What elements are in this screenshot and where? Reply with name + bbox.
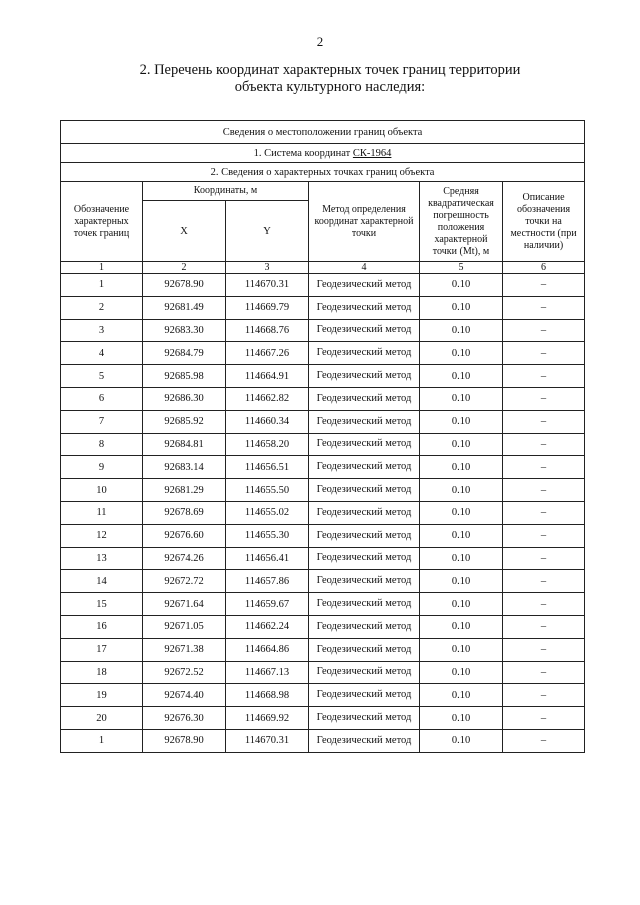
error-cell: 0.10: [420, 547, 503, 570]
table-row: [61, 410, 585, 433]
description-cell: –: [503, 410, 585, 433]
description-cell: –: [503, 593, 585, 616]
method-cell: Геодезический метод: [309, 479, 420, 502]
x-coordinate-cell: 92683.14: [143, 456, 226, 479]
method-cell: Геодезический метод: [309, 661, 420, 684]
description-cell: –: [503, 433, 585, 456]
header-x: X: [143, 201, 226, 262]
method-cell: Геодезический метод: [309, 729, 420, 752]
y-coordinate-cell: 114668.76: [226, 319, 309, 342]
point-cell: 3: [61, 319, 143, 342]
error-cell: 0.10: [420, 570, 503, 593]
table-row: [61, 342, 585, 365]
error-cell: 0.10: [420, 456, 503, 479]
table-row: [61, 501, 585, 524]
table-row: [61, 593, 585, 616]
y-coordinate-cell: 114664.91: [226, 365, 309, 388]
y-coordinate-cell: 114662.24: [226, 615, 309, 638]
y-coordinate-cell: 114662.82: [226, 387, 309, 410]
description-cell: –: [503, 547, 585, 570]
method-cell: Геодезический метод: [309, 524, 420, 547]
error-cell: 0.10: [420, 638, 503, 661]
y-coordinate-cell: 114667.13: [226, 661, 309, 684]
table-row: [61, 570, 585, 593]
method-cell: Геодезический метод: [309, 707, 420, 730]
column-number: 3: [226, 262, 309, 274]
error-cell: 0.10: [420, 729, 503, 752]
page-number: 2: [316, 34, 324, 49]
y-coordinate-cell: 114660.34: [226, 410, 309, 433]
method-cell: Геодезический метод: [309, 593, 420, 616]
header-point: Обозначение характерных точек границ: [61, 182, 143, 262]
point-cell: 1: [61, 274, 143, 297]
table-row: [61, 729, 585, 752]
point-cell: 4: [61, 342, 143, 365]
x-coordinate-cell: 92685.92: [143, 410, 226, 433]
y-coordinate-cell: 114669.92: [226, 707, 309, 730]
y-coordinate-cell: 114656.41: [226, 547, 309, 570]
error-cell: 0.10: [420, 661, 503, 684]
x-coordinate-cell: 92681.29: [143, 479, 226, 502]
x-coordinate-cell: 92671.64: [143, 593, 226, 616]
x-coordinate-cell: 92674.26: [143, 547, 226, 570]
y-coordinate-cell: 114659.67: [226, 593, 309, 616]
header-error: Средняя квадратическая погрешность положения характерной точки (Mt), м: [420, 182, 503, 262]
error-cell: 0.10: [420, 593, 503, 616]
points-info-heading: 2. Сведения о характерных точках границ объекта: [61, 163, 585, 182]
method-cell: Геодезический метод: [309, 570, 420, 593]
table-row: [61, 274, 585, 297]
method-cell: Геодезический метод: [309, 433, 420, 456]
x-coordinate-cell: 92671.05: [143, 615, 226, 638]
method-cell: Геодезический метод: [309, 638, 420, 661]
point-cell: 15: [61, 593, 143, 616]
column-number: 5: [420, 262, 503, 274]
error-cell: 0.10: [420, 524, 503, 547]
description-cell: –: [503, 729, 585, 752]
point-cell: 10: [61, 479, 143, 502]
method-cell: Геодезический метод: [309, 615, 420, 638]
x-coordinate-cell: 92681.49: [143, 296, 226, 319]
y-coordinate-cell: 114669.79: [226, 296, 309, 319]
description-cell: –: [503, 524, 585, 547]
method-cell: Геодезический метод: [309, 319, 420, 342]
y-coordinate-cell: 114668.98: [226, 684, 309, 707]
method-cell: Геодезический метод: [309, 684, 420, 707]
coord-system-cell: [61, 144, 585, 163]
description-cell: –: [503, 479, 585, 502]
point-cell: 17: [61, 638, 143, 661]
table-row: [61, 387, 585, 410]
x-coordinate-cell: 92671.38: [143, 638, 226, 661]
y-coordinate-cell: 114655.50: [226, 479, 309, 502]
method-cell: Геодезический метод: [309, 547, 420, 570]
coord-system-value: СК-1964: [352, 147, 392, 159]
table-row: [61, 319, 585, 342]
error-cell: 0.10: [420, 707, 503, 730]
header-y: Y: [226, 201, 309, 262]
point-cell: 16: [61, 615, 143, 638]
section-heading: Сведения о местоположении границ объекта: [61, 121, 585, 144]
x-coordinate-cell: 92678.90: [143, 729, 226, 752]
point-cell: 13: [61, 547, 143, 570]
title-line-2: объекта культурного наследия:: [234, 79, 426, 95]
y-coordinate-cell: 114658.20: [226, 433, 309, 456]
description-cell: –: [503, 684, 585, 707]
page-title: [60, 62, 600, 96]
table-row: [61, 479, 585, 502]
x-coordinate-cell: 92678.90: [143, 274, 226, 297]
method-cell: Геодезический метод: [309, 296, 420, 319]
error-cell: 0.10: [420, 342, 503, 365]
column-number: 6: [503, 262, 585, 274]
point-cell: 5: [61, 365, 143, 388]
y-coordinate-cell: 114655.30: [226, 524, 309, 547]
table-row: [61, 296, 585, 319]
error-cell: 0.10: [420, 387, 503, 410]
x-coordinate-cell: 92672.72: [143, 570, 226, 593]
coord-system-label: 1. Система координат: [253, 147, 353, 159]
error-cell: 0.10: [420, 684, 503, 707]
point-cell: 8: [61, 433, 143, 456]
x-coordinate-cell: 92683.30: [143, 319, 226, 342]
table-row: [61, 433, 585, 456]
description-cell: –: [503, 501, 585, 524]
title-line-1: 2. Перечень координат характерных точек границ территории: [139, 62, 521, 78]
error-cell: 0.10: [420, 319, 503, 342]
header-coordinates: Координаты, м: [143, 182, 309, 201]
x-coordinate-cell: 92676.30: [143, 707, 226, 730]
point-cell: 7: [61, 410, 143, 433]
error-cell: 0.10: [420, 296, 503, 319]
point-cell: 2: [61, 296, 143, 319]
error-cell: 0.10: [420, 365, 503, 388]
description-cell: –: [503, 615, 585, 638]
point-cell: 19: [61, 684, 143, 707]
error-cell: 0.10: [420, 433, 503, 456]
description-cell: –: [503, 342, 585, 365]
point-cell: 6: [61, 387, 143, 410]
point-cell: 18: [61, 661, 143, 684]
description-cell: –: [503, 570, 585, 593]
point-cell: 1: [61, 729, 143, 752]
method-cell: Геодезический метод: [309, 456, 420, 479]
error-cell: 0.10: [420, 479, 503, 502]
description-cell: –: [503, 296, 585, 319]
column-number: 2: [143, 262, 226, 274]
x-coordinate-cell: 92684.79: [143, 342, 226, 365]
point-cell: 14: [61, 570, 143, 593]
y-coordinate-cell: 114656.51: [226, 456, 309, 479]
y-coordinate-cell: 114657.86: [226, 570, 309, 593]
x-coordinate-cell: 92674.40: [143, 684, 226, 707]
description-cell: –: [503, 638, 585, 661]
error-cell: 0.10: [420, 410, 503, 433]
method-cell: Геодезический метод: [309, 342, 420, 365]
error-cell: 0.10: [420, 501, 503, 524]
table-row: [61, 684, 585, 707]
coordinates-table: [60, 120, 585, 753]
method-cell: Геодезический метод: [309, 410, 420, 433]
description-cell: –: [503, 661, 585, 684]
column-number: 4: [309, 262, 420, 274]
table-row: [61, 707, 585, 730]
table-row: [61, 638, 585, 661]
y-coordinate-cell: 114667.26: [226, 342, 309, 365]
x-coordinate-cell: 92678.69: [143, 501, 226, 524]
table-row: [61, 615, 585, 638]
description-cell: –: [503, 365, 585, 388]
point-cell: 20: [61, 707, 143, 730]
header-method: Метод определения координат характерной точки: [309, 182, 420, 262]
description-cell: –: [503, 456, 585, 479]
y-coordinate-cell: 114670.31: [226, 274, 309, 297]
method-cell: Геодезический метод: [309, 365, 420, 388]
method-cell: Геодезический метод: [309, 274, 420, 297]
y-coordinate-cell: 114655.02: [226, 501, 309, 524]
x-coordinate-cell: 92672.52: [143, 661, 226, 684]
description-cell: –: [503, 387, 585, 410]
x-coordinate-cell: 92676.60: [143, 524, 226, 547]
table-row: [61, 661, 585, 684]
y-coordinate-cell: 114670.31: [226, 729, 309, 752]
point-cell: 11: [61, 501, 143, 524]
table-row: [61, 365, 585, 388]
x-coordinate-cell: 92684.81: [143, 433, 226, 456]
error-cell: 0.10: [420, 615, 503, 638]
x-coordinate-cell: 92686.30: [143, 387, 226, 410]
column-number: 1: [61, 262, 143, 274]
x-coordinate-cell: 92685.98: [143, 365, 226, 388]
header-description: Описание обозначения точки на местности (при наличии): [503, 182, 585, 262]
y-coordinate-cell: 114664.86: [226, 638, 309, 661]
description-cell: –: [503, 274, 585, 297]
table-row: [61, 547, 585, 570]
table-row: [61, 524, 585, 547]
point-cell: 12: [61, 524, 143, 547]
point-cell: 9: [61, 456, 143, 479]
description-cell: –: [503, 707, 585, 730]
method-cell: Геодезический метод: [309, 387, 420, 410]
table-row: [61, 456, 585, 479]
description-cell: –: [503, 319, 585, 342]
error-cell: 0.10: [420, 274, 503, 297]
method-cell: Геодезический метод: [309, 501, 420, 524]
